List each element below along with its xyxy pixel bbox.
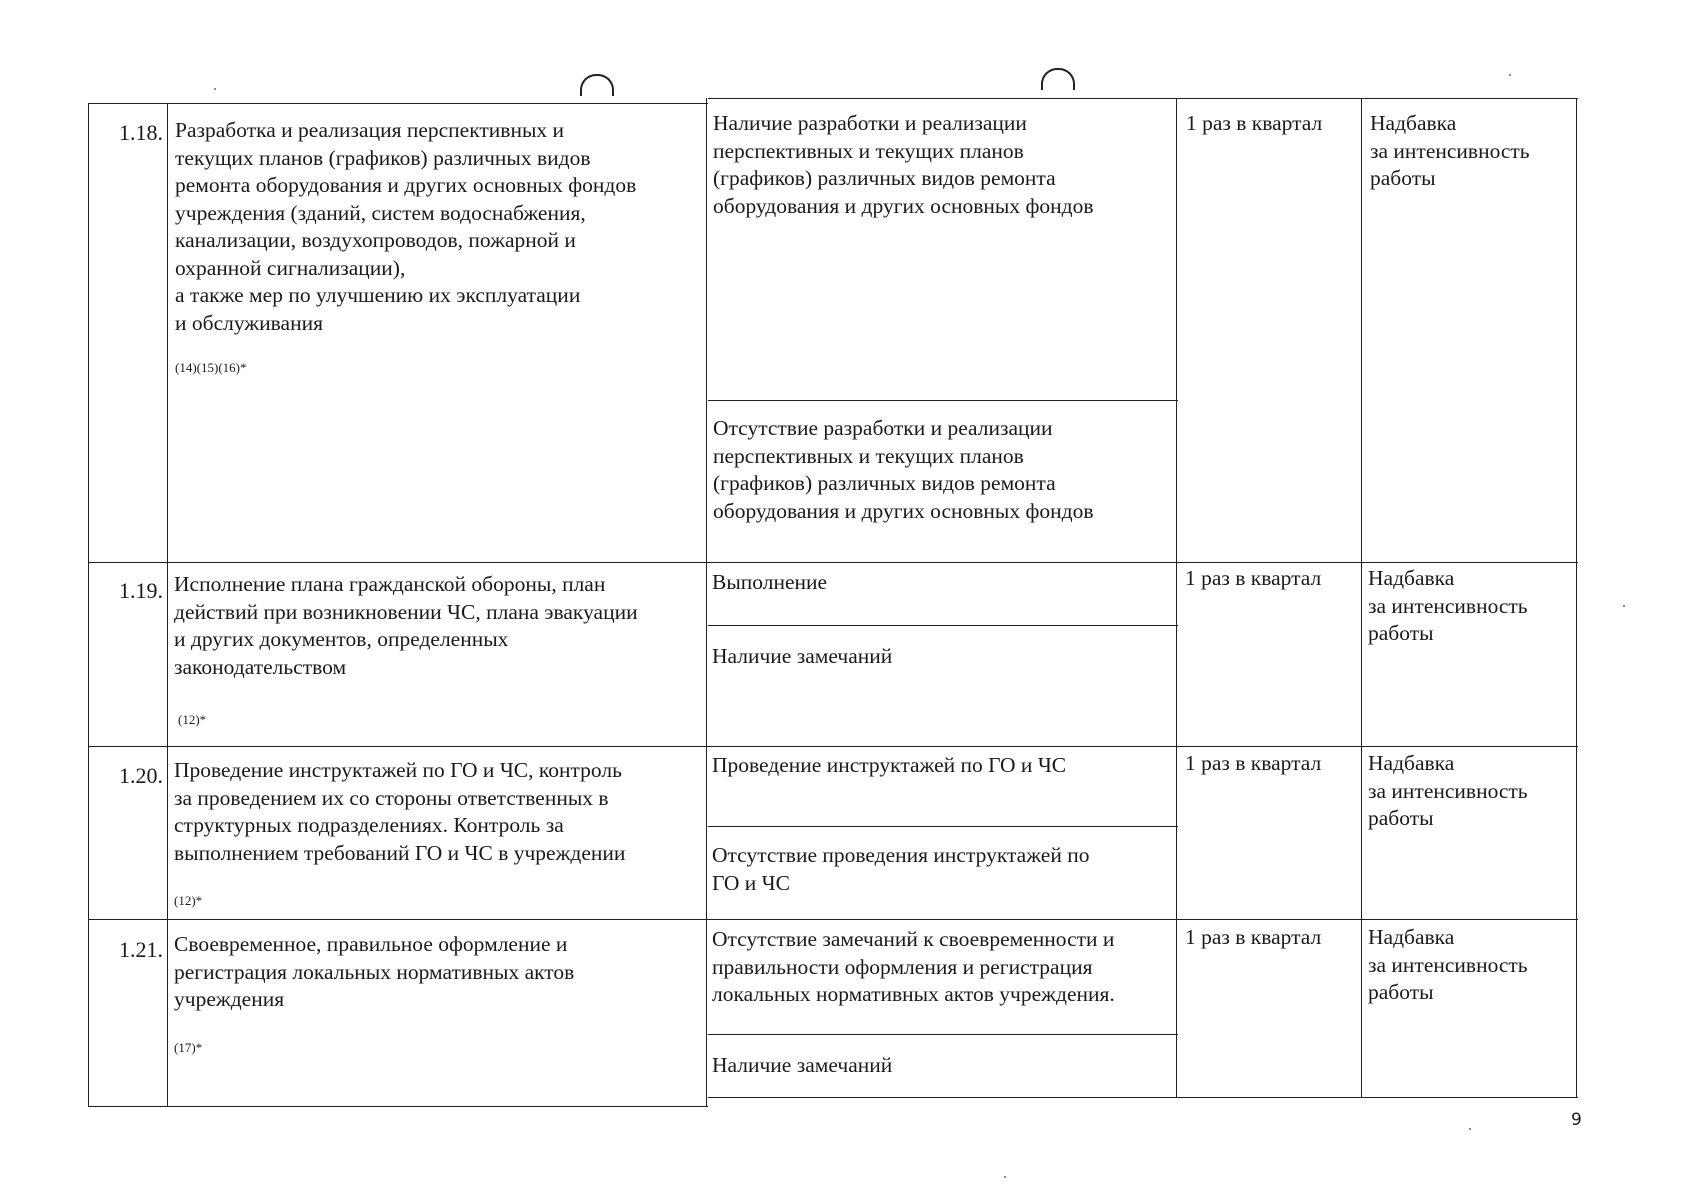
table-line <box>706 98 707 1106</box>
table-line <box>708 625 1178 626</box>
bonus-type: Надбавка за интенсивность работы <box>1368 751 1528 830</box>
table-line <box>708 1034 1178 1035</box>
period: 1 раз в квартал <box>1186 111 1323 135</box>
criterion-negative: Отсутствие проведения инструктажей по ГО и ЧС <box>712 843 1090 895</box>
scan-speck <box>1623 605 1625 607</box>
bonus-type: Надбавка за интенсивность работы <box>1368 925 1528 1004</box>
row-title: Своевременное, правильное оформление и регистрация локальных нормативных актов учреждения <box>174 932 575 1011</box>
table-line <box>88 103 89 1106</box>
scan-speck <box>214 88 216 90</box>
criterion-negative: Наличие замечаний <box>712 1053 893 1077</box>
row-reference: (14)(15)(16)* <box>175 360 247 375</box>
row-number: 1.19. <box>119 578 163 603</box>
row-reference: (12)* <box>178 712 207 727</box>
table-line <box>88 919 1578 920</box>
row-title: Проведение инструктажей по ГО и ЧС, контроль за проведением их со стороны ответственных в структурных подразделениях. Контроль за выполнением требований ГО и ЧС в учреждении <box>174 758 626 865</box>
table-line <box>1576 98 1577 1097</box>
bonus-type: Надбавка за интенсивность работы <box>1370 111 1530 190</box>
binder-hole-mark <box>1041 68 1075 90</box>
table-line <box>708 400 1178 401</box>
criterion-positive: Отсутствие замечаний к своевременности и правильности оформления и регистрация локальных нормативных актов учреждения. <box>712 927 1115 1006</box>
table-line <box>708 826 1178 827</box>
table-line <box>167 103 168 1106</box>
row-reference: (17)* <box>174 1040 203 1055</box>
criterion-negative: Отсутствие разработки и реализации перспективных и текущих планов (графиков) различных видов ремонта оборудования и других основных фондов <box>713 416 1094 523</box>
criterion-positive: Выполнение <box>712 570 828 594</box>
criterion-positive: Проведение инструктажей по ГО и ЧС <box>712 753 1067 777</box>
criterion-negative: Наличие замечаний <box>712 644 893 668</box>
period: 1 раз в квартал <box>1185 566 1322 590</box>
bonus-type: Надбавка за интенсивность работы <box>1368 566 1528 645</box>
period: 1 раз в квартал <box>1185 751 1322 775</box>
criterion-positive: Наличие разработки и реализации перспективных и текущих планов (графиков) различных видов ремонта оборудования и других основных фондов <box>713 111 1094 218</box>
table-line <box>708 1097 1578 1098</box>
row-reference: (12)* <box>174 893 203 908</box>
scan-speck <box>1469 1128 1471 1130</box>
table-line <box>708 98 1578 99</box>
row-number: 1.18. <box>119 120 163 145</box>
page-number: 9 <box>1571 1110 1582 1130</box>
row-title: Исполнение плана гражданской обороны, план действий при возникновении ЧС, плана эвакуации и других документов, определенных законодательством <box>174 572 638 679</box>
scan-speck <box>1004 1176 1006 1178</box>
period: 1 раз в квартал <box>1185 925 1322 949</box>
table-line <box>88 103 708 104</box>
table-line <box>1361 98 1362 1097</box>
scan-speck <box>1509 74 1511 76</box>
table-line <box>88 746 1578 747</box>
binder-hole-mark <box>580 74 614 96</box>
table-line <box>88 562 1578 563</box>
row-number: 1.21. <box>119 937 163 962</box>
row-title: Разработка и реализация перспективных и текущих планов (графиков) различных видов ремонта оборудования и других основных фондов учреждения (зданий, систем водоснабжения, канализации, воздухопроводов, пожарной и охранной сигнализации), а также мер по улучшению их эксплуатации и обслуживания <box>175 118 637 335</box>
row-number: 1.20. <box>119 763 163 788</box>
table-line <box>88 1106 708 1107</box>
